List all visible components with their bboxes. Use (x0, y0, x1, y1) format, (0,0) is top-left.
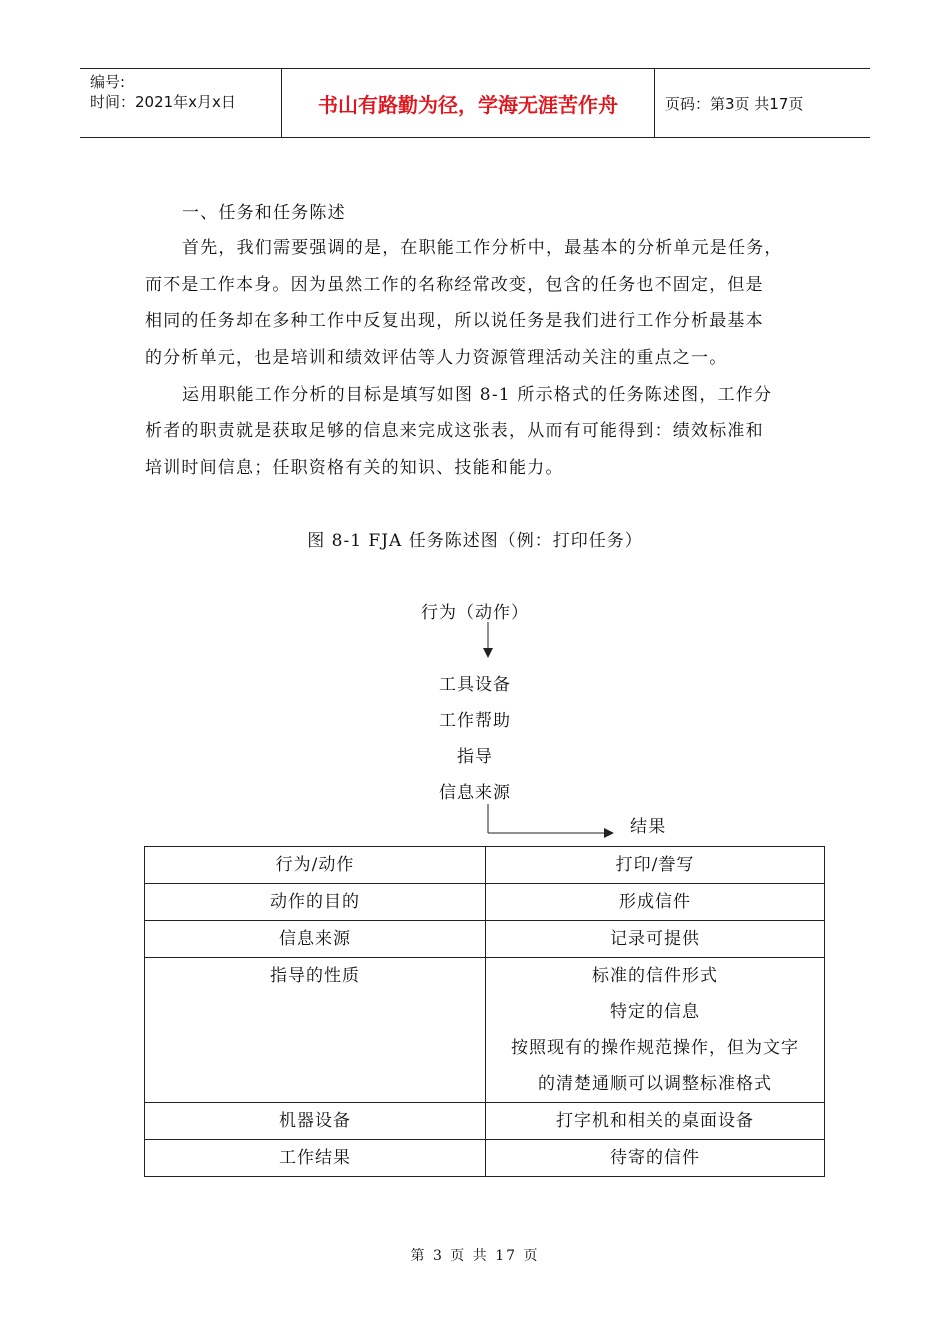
table-cell-label: 动作的目的 (145, 884, 486, 921)
document-number: 编号: (90, 73, 126, 91)
section-title: 一、任务和任务陈述 (182, 203, 346, 223)
table-row (145, 1140, 825, 1177)
table-cell-value: 待寄的信件 (486, 1140, 825, 1177)
table-cell-label: 指导的性质 (145, 958, 486, 1103)
table-row (145, 847, 825, 884)
table-cell-value: 打字机和相关的桌面设备 (486, 1103, 825, 1140)
diagram-behavior: 行为（动作） (421, 603, 529, 623)
document-time: 时间：2021年x月x日 (90, 93, 236, 111)
value-line: 标准的信件形式 (592, 966, 718, 986)
paragraph-line: 而不是工作本身。因为虽然工作的名称经常改变，包含的任务也不固定，但是 (145, 275, 764, 295)
table-row (145, 921, 825, 958)
header-meta (80, 69, 282, 137)
diagram-item: 指导 (457, 747, 493, 767)
table-cell-label: 机器设备 (145, 1103, 486, 1140)
paragraph-line: 析者的职责就是获取足够的信息来完成这张表，从而有可能得到：绩效标准和 (145, 421, 764, 441)
paragraph-line: 首先，我们需要强调的是，在职能工作分析中，最基本的分析单元是任务， (182, 238, 783, 258)
table-cell-value: 记录可提供 (486, 921, 825, 958)
paragraph-line: 相同的任务却在多种工作中反复出现，所以说任务是我们进行工作分析最基本 (145, 311, 764, 331)
table-cell-label: 工作结果 (145, 1140, 486, 1177)
value-line: 的清楚通顺可以调整标准格式 (538, 1074, 772, 1094)
fja-task-table (144, 846, 825, 1177)
table-cell-label: 信息来源 (145, 921, 486, 958)
right-arrow-icon (482, 802, 622, 842)
table-row (145, 958, 825, 1103)
paragraph-line: 运用职能工作分析的目标是填写如图 8-1 所示格式的任务陈述图，工作分 (182, 385, 773, 405)
diagram-result: 结果 (630, 817, 667, 837)
page-footer: 第 3 页 共 17 页 (410, 1248, 540, 1264)
header-page-number: 页码：第3页 共17页 (665, 94, 804, 113)
diagram-item: 工具设备 (439, 675, 511, 695)
header-motto: 书山有路勤为径，学海无涯苦作舟 (282, 69, 655, 137)
table-row (145, 884, 825, 921)
paragraph-line: 培训时间信息；任职资格有关的知识、技能和能力。 (145, 458, 564, 478)
value-line: 特定的信息 (610, 1002, 700, 1022)
paragraph-line: 的分析单元，也是培训和绩效评估等人力资源管理活动关注的重点之一。 (145, 348, 728, 368)
value-line: 按照现有的操作规范操作，但为文字 (511, 1038, 799, 1058)
table-row (145, 1103, 825, 1140)
table-cell-label: 行为/动作 (145, 847, 486, 884)
diagram-item: 工作帮助 (439, 711, 511, 731)
diagram-item: 信息来源 (439, 783, 511, 803)
table-cell-value (486, 958, 825, 1103)
table-cell-value: 形成信件 (486, 884, 825, 921)
table-cell-value: 打印/誊写 (486, 847, 825, 884)
down-arrow-icon (480, 620, 500, 660)
figure-caption: 图 8-1 FJA 任务陈述图（例：打印任务） (307, 531, 643, 551)
page-header (80, 68, 870, 138)
